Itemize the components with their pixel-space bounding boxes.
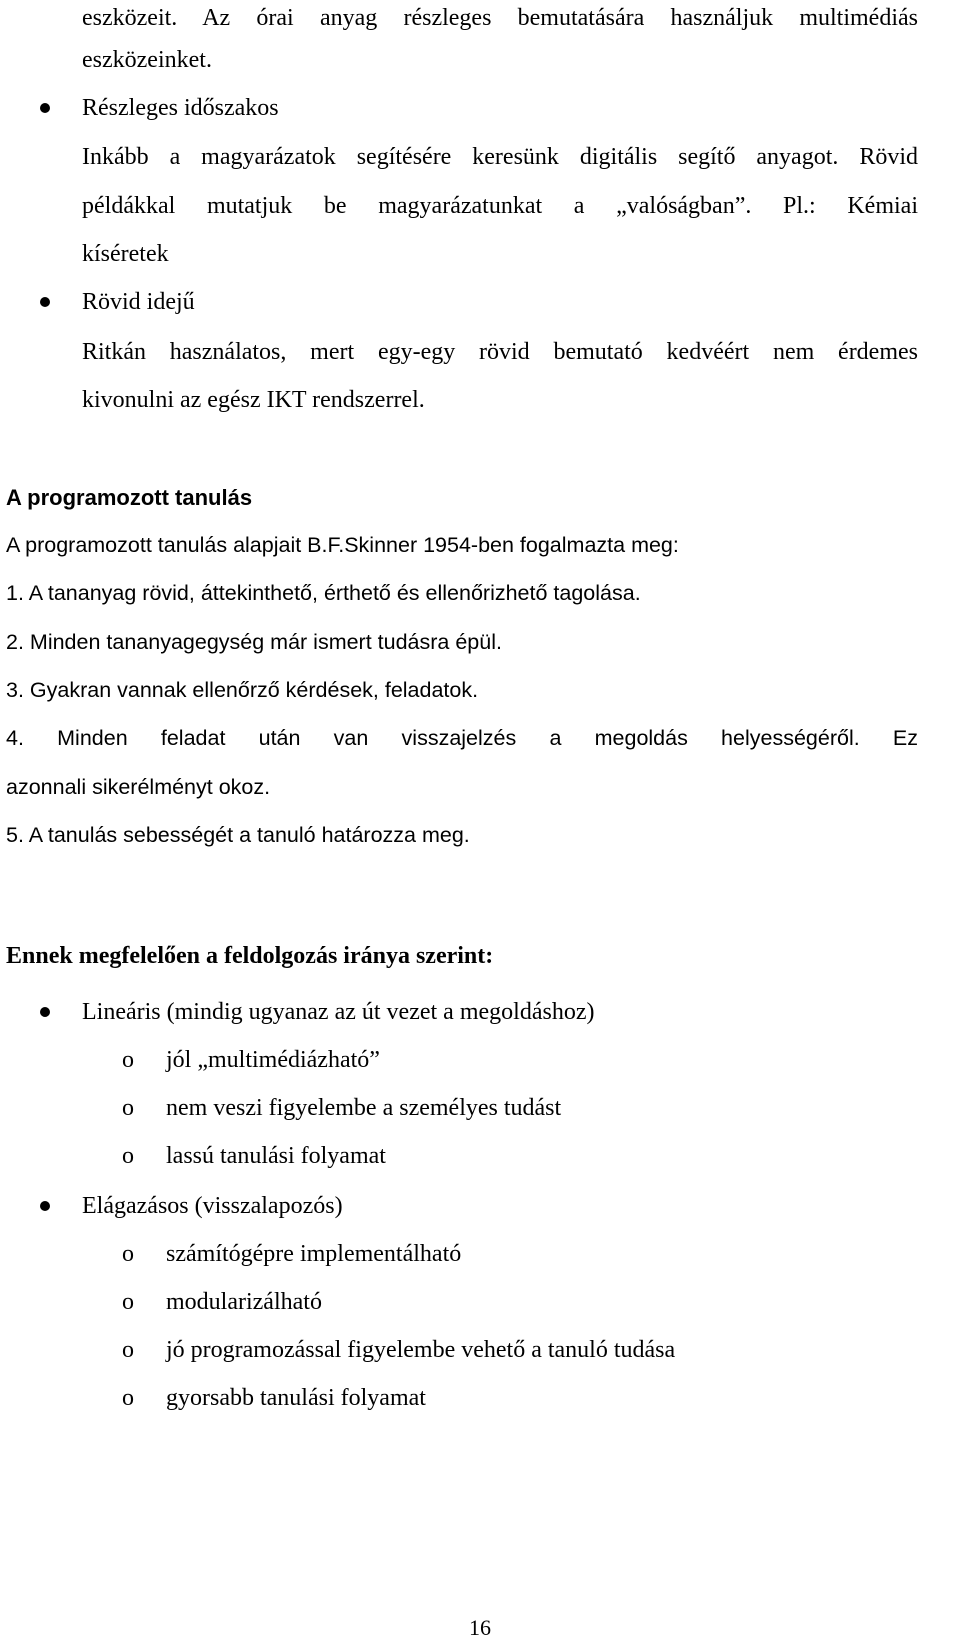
paragraph-line: Inkább a magyarázatok segítésére keresünk digitális segítő anyagot. Rövid: [82, 144, 918, 170]
bullet-title: Részleges időszakos: [82, 95, 279, 121]
bullet-icon: [40, 103, 50, 113]
list-item: 5. A tanulás sebességét a tanuló határozza meg.: [6, 823, 470, 847]
paragraph-line: Ritkán használatos, mert egy-egy rövid bemutató kedvéért nem érdemes: [82, 339, 918, 365]
sub-bullet-marker: o: [122, 1047, 134, 1073]
sub-list-item: számítógépre implementálható: [166, 1241, 462, 1267]
sub-bullet-marker: o: [122, 1143, 134, 1169]
sub-list-item: lassú tanulási folyamat: [166, 1143, 386, 1169]
bullet-title: Rövid idejű: [82, 289, 195, 315]
sub-list-item: modularizálható: [166, 1289, 322, 1315]
sub-bullet-marker: o: [122, 1095, 134, 1121]
sub-list-item: gyorsabb tanulási folyamat: [166, 1385, 426, 1411]
sub-list-item: jó programozással figyelembe vehető a tanuló tudása: [166, 1337, 676, 1363]
bullet-title: Lineáris (mindig ugyanaz az út vezet a megoldáshoz): [82, 999, 595, 1025]
paragraph-line: kivonulni az egész IKT rendszerrel.: [82, 387, 425, 413]
list-item: 1. A tananyag rövid, áttekinthető, érthető és ellenőrizhető tagolása.: [6, 581, 641, 605]
bullet-icon: [40, 1201, 50, 1211]
paragraph-line: eszközeinket.: [82, 47, 212, 73]
sub-bullet-marker: o: [122, 1241, 134, 1267]
list-item: 4. Minden feladat után van visszajelzés a megoldás helyességéről. Ez: [6, 726, 918, 750]
sub-list-item: nem veszi figyelembe a személyes tudást: [166, 1095, 562, 1121]
sub-bullet-marker: o: [122, 1337, 134, 1363]
bullet-icon: [40, 297, 50, 307]
list-item: 2. Minden tananyagegység már ismert tudásra épül.: [6, 630, 502, 654]
list-item: azonnali sikerélményt okoz.: [6, 775, 271, 799]
bullet-title: Elágazásos (visszalapozós): [82, 1193, 343, 1219]
paragraph-line: kíséretek: [82, 241, 169, 267]
bullet-icon: [40, 1007, 50, 1017]
paragraph-line: példákkal mutatjuk be magyarázatunkat a „valóságban”. Pl.: Kémiai: [82, 193, 918, 219]
sub-list-item: jól „multimédiázható”: [166, 1047, 380, 1073]
section-heading: Ennek megfelelően a feldolgozás iránya szerint:: [6, 943, 494, 969]
page-number: 16: [469, 1615, 491, 1640]
paragraph-line: eszközeit. Az órai anyag részleges bemutatására használjuk multimédiás: [82, 5, 918, 31]
sub-bullet-marker: o: [122, 1289, 134, 1315]
section-heading: A programozott tanulás: [6, 485, 253, 510]
paragraph-line: A programozott tanulás alapjait B.F.Skinner 1954-ben fogalmazta meg:: [6, 533, 679, 557]
sub-bullet-marker: o: [122, 1385, 134, 1411]
list-item: 3. Gyakran vannak ellenőrző kérdések, feladatok.: [6, 678, 479, 702]
